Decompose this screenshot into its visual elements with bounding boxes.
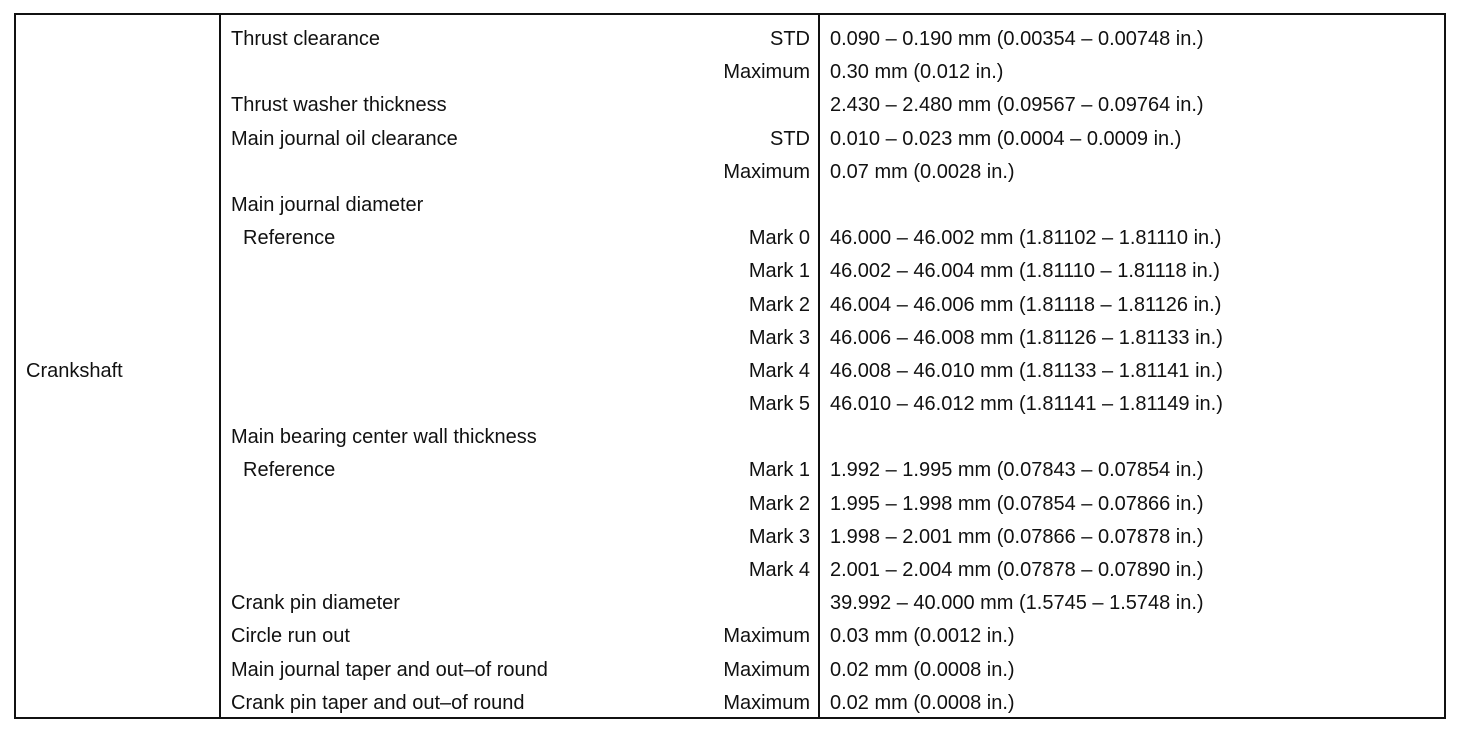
spec-value: 1.995 – 1.998 mm (0.07854 – 0.07866 in.) xyxy=(830,492,1204,515)
spec-condition: Mark 3 xyxy=(748,326,810,349)
spec-value: 0.090 – 0.190 mm (0.00354 – 0.00748 in.) xyxy=(830,28,1204,50)
spec-row xyxy=(221,620,1444,653)
spec-value: 46.008 – 46.010 mm (1.81133 – 1.81141 in.) xyxy=(830,359,1223,382)
spec-value: 1.998 – 2.001 mm (0.07866 – 0.07878 in.) xyxy=(830,525,1204,548)
spec-condition: STD xyxy=(770,127,810,150)
spec-value: 0.03 mm (0.0012 in.) xyxy=(830,625,1015,648)
spec-value: 2.430 – 2.480 mm (0.09567 – 0.09764 in.) xyxy=(830,94,1204,117)
spec-row xyxy=(221,421,1444,454)
spec-value: 46.006 – 46.008 mm (1.81126 – 1.81133 in.) xyxy=(830,326,1223,349)
spec-condition: Mark 4 xyxy=(748,359,810,382)
spec-condition: Mark 2 xyxy=(748,293,810,316)
spec-value: 0.30 mm (0.012 in.) xyxy=(830,61,1004,84)
spec-condition: Mark 5 xyxy=(748,393,810,416)
spec-condition: Maximum xyxy=(723,61,810,84)
spec-value: 0.010 – 0.023 mm (0.0004 – 0.0009 in.) xyxy=(830,127,1182,150)
spec-value: 46.002 – 46.004 mm (1.81110 – 1.81118 in.) xyxy=(830,260,1220,283)
spec-value: 46.004 – 46.006 mm (1.81118 – 1.81126 in.) xyxy=(830,293,1222,316)
spec-row xyxy=(221,488,1444,521)
spec-condition: Mark 4 xyxy=(748,559,810,581)
spec-condition: Mark 3 xyxy=(748,525,810,548)
spec-condition: Mark 1 xyxy=(748,260,810,283)
spec-row xyxy=(221,388,1444,421)
spec-value: 46.010 – 46.012 mm (1.81141 – 1.81149 in.) xyxy=(830,393,1223,416)
spec-row xyxy=(221,123,1444,156)
spec-item: Crank pin diameter xyxy=(231,592,400,615)
spec-row xyxy=(221,222,1444,255)
spec-condition: STD xyxy=(770,28,810,50)
spec-row xyxy=(221,454,1444,487)
spec-item: Thrust washer thickness xyxy=(231,94,447,117)
spec-value: 0.07 mm (0.0028 in.) xyxy=(830,160,1015,183)
spec-row xyxy=(221,289,1444,322)
spec-row xyxy=(221,322,1444,355)
spec-table xyxy=(14,13,1446,719)
spec-item: Crank pin taper and out–of round xyxy=(231,691,525,714)
spec-item: Main journal taper and out–of round xyxy=(231,658,548,681)
spec-condition: Mark 0 xyxy=(748,227,810,250)
spec-value: 0.02 mm (0.0008 in.) xyxy=(830,658,1015,681)
spec-item: Main journal oil clearance xyxy=(231,127,458,150)
spec-value: 39.992 – 40.000 mm (1.5745 – 1.5748 in.) xyxy=(830,592,1204,615)
spec-row xyxy=(221,23,1444,56)
spec-item: Reference xyxy=(243,227,336,250)
spec-condition: Mark 1 xyxy=(748,459,810,482)
spec-row xyxy=(221,654,1444,687)
spec-row xyxy=(221,587,1444,620)
spec-row xyxy=(221,56,1444,89)
spec-condition: Mark 2 xyxy=(748,492,810,515)
spec-rows xyxy=(221,23,1444,720)
spec-value: 1.992 – 1.995 mm (0.07843 – 0.07854 in.) xyxy=(830,459,1204,482)
spec-value: 0.02 mm (0.0008 in.) xyxy=(830,691,1015,714)
spec-value: 46.000 – 46.002 mm (1.81102 – 1.81110 in.) xyxy=(830,227,1222,250)
spec-row xyxy=(221,156,1444,189)
component-label: Crankshaft xyxy=(26,359,123,382)
spec-condition: Maximum xyxy=(723,625,810,648)
spec-row xyxy=(221,189,1444,222)
spec-item: Main bearing center wall thickness xyxy=(231,426,537,449)
spec-row xyxy=(221,355,1444,388)
spec-item: Thrust clearance xyxy=(231,28,380,50)
spec-item: Main journal diameter xyxy=(231,193,424,216)
spec-condition: Maximum xyxy=(723,691,810,714)
spec-condition: Maximum xyxy=(723,658,810,681)
spec-row xyxy=(221,554,1444,587)
spec-row xyxy=(221,521,1444,554)
spec-row xyxy=(221,89,1444,122)
spec-condition: Maximum xyxy=(723,160,810,183)
spec-value: 2.001 – 2.004 mm (0.07878 – 0.07890 in.) xyxy=(830,559,1204,581)
spec-item: Reference xyxy=(243,459,336,482)
spec-item: Circle run out xyxy=(231,625,350,648)
spec-row xyxy=(221,255,1444,288)
spec-row xyxy=(221,687,1444,720)
